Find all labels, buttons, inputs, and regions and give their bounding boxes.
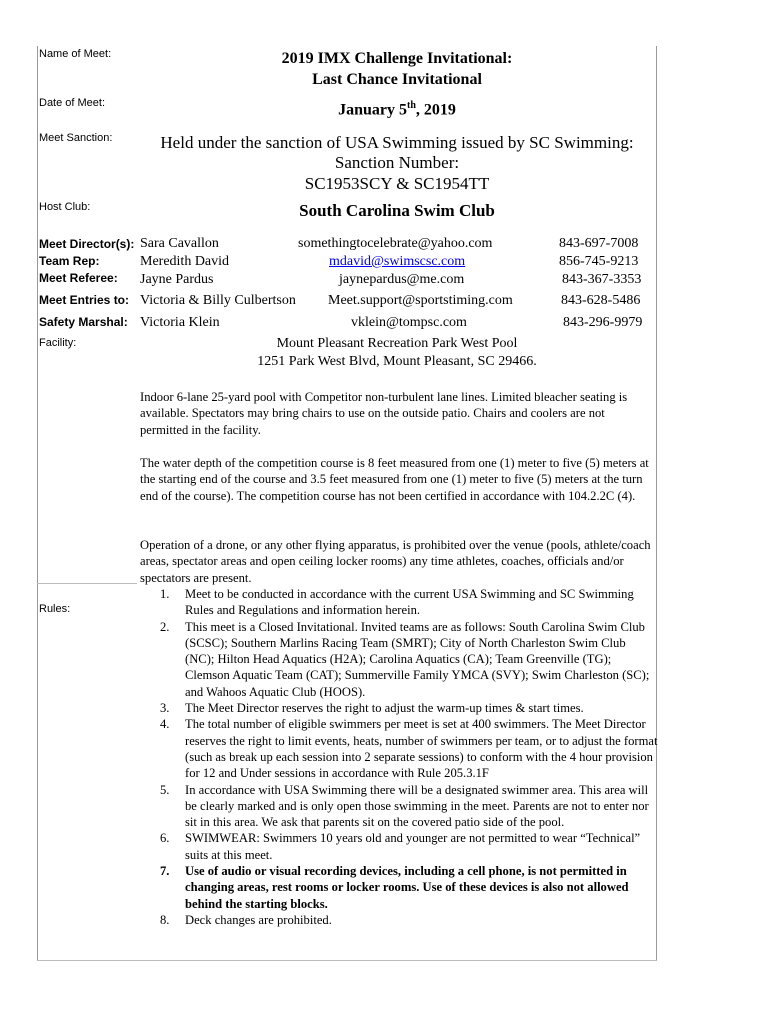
rule-text: SWIMWEAR: Swimmers 10 years old and younger are not permitted to wear “Technical” suits at this meet. — [185, 831, 641, 862]
contact-name-safety: Victoria Klein — [140, 315, 220, 330]
safety-marshal-label: Safety Marshal: — [39, 315, 128, 329]
date-of-meet-label: Date of Meet: — [39, 97, 106, 109]
sanction-line1: Held under the sanction of USA Swimming issued by SC Swimming: — [160, 133, 634, 152]
facility-paragraph-pool: Indoor 6-lane 25-yard pool with Competitor non-turbulent lane lines. Limited bleacher seating is available. Spectators may bring chairs to use on the outside patio. Chairs and coolers are not permitted in the facility. — [140, 390, 628, 437]
rule-number: 6. — [160, 831, 170, 846]
facility-address: 1251 Park West Blvd, Mount Pleasant, SC 29466. — [257, 354, 537, 369]
rule-text: Use of audio or visual recording devices, including a cell phone, is not permitted in changing areas, rest rooms or locker rooms. Use of these devices is also not allowed behind the starting blocks. — [185, 864, 629, 911]
rule-item — [140, 716, 658, 781]
rule-item — [140, 700, 658, 716]
facility-paragraph-depth: The water depth of the competition course is 8 feet measured from one (1) meter to five (5) meters at the starting end of the course and 3.5 feet measured from one (1) meter to five (5) meters at the turn end of the course). The competition course has not been certified in accordance with 104.2.2C (4). — [140, 456, 649, 503]
contact-email-safety[interactable]: vklein@tompsc.com — [351, 315, 467, 330]
meet-title-line2: Last Chance Invitational — [312, 71, 482, 88]
host-club-label: Host Club: — [39, 201, 91, 213]
meet-title-line1: 2019 IMX Challenge Invitational: — [281, 50, 513, 67]
contact-email-entries[interactable]: Meet.support@sportstiming.com — [328, 293, 513, 308]
name-of-meet-label: Name of Meet: — [39, 48, 112, 60]
rule-item — [140, 830, 658, 863]
rule-text: In accordance with USA Swimming there will be a designated swimmer area. This area will be clearly marked and is only open those swimming in the meet. Parents are not to enter nor sit in this area. We ask that parents sit on the covered patio side of the pool. — [185, 782, 649, 830]
team-rep-label: Team Rep: — [39, 254, 100, 268]
meet-directors-label: Meet Director(s): — [39, 237, 135, 251]
bottom-border — [37, 960, 657, 961]
facility-label: Facility: — [39, 337, 77, 349]
sanction-number: SC1953SCY & SC1954TT — [304, 174, 490, 193]
meet-referee-label: Meet Referee: — [39, 271, 118, 285]
meet-date — [137, 96, 657, 120]
meet-date-suffix: , 2019 — [415, 101, 456, 119]
rule-number: 1. — [160, 587, 170, 601]
rule-text: The Meet Director reserves the right to adjust the warm-up times & start times. — [185, 701, 584, 716]
facility-paragraph-drone: Operation of a drone, or any other flying apparatus, is prohibited over the venue (pools, athlete/coach areas, spectator areas and open ceiling locker rooms) any time athletes, coaches, officials and/or spectators are present. — [140, 538, 651, 585]
rule-text: This meet is a Closed Invitational. Invited teams are as follows: South Carolina Swim Club (SCSC); Southern Marlins Racing Team (SMRT); City of North Charleston Swim Club (NC); Hilton Head Aquatics (H2A); Carolina Aquatics (CA); Team Greenville (TG); Clemson Aquatic Team (CAT); Summerville Family YMCA (SVY); Swim Charleston (SC); and Wahoos Aquatic Club (HOOS). — [185, 619, 650, 699]
rules-list — [140, 586, 658, 928]
rule-item — [140, 863, 658, 912]
rule-number: 3. — [160, 701, 170, 716]
contact-email-referee[interactable]: jaynepardus@me.com — [339, 272, 465, 287]
contact-phone-team-rep: 856-745-9213 — [559, 254, 639, 269]
meet-date-sup: th — [407, 100, 416, 111]
rule-number: 7. — [160, 864, 170, 879]
rules-label: Rules: — [39, 603, 71, 615]
contact-phone-safety: 843-296-9979 — [563, 315, 643, 330]
rule-number: 2. — [160, 619, 170, 634]
rule-item — [140, 586, 658, 619]
sanction-line2: Sanction Number: — [334, 153, 460, 172]
rules-row-divider — [37, 583, 137, 584]
contact-name-team-rep: Meredith David — [140, 254, 230, 269]
host-club-name: South Carolina Swim Club — [299, 201, 495, 220]
rule-text: Meet to be conducted in accordance with the current USA Swimming and SC Swimming Rules and Regulations and information herein. — [185, 587, 634, 618]
contact-email-director[interactable]: somethingtocelebrate@yahoo.com — [298, 236, 493, 251]
contact-name-director: Sara Cavallon — [140, 236, 219, 251]
rule-item — [140, 782, 658, 831]
rule-number: 8. — [160, 912, 170, 927]
contact-name-entries: Victoria & Billy Culbertson — [140, 293, 296, 308]
rule-text: Deck changes are prohibited. — [185, 912, 332, 927]
rule-number: 4. — [160, 717, 170, 732]
contact-name-referee: Jayne Pardus — [140, 272, 214, 287]
rule-item — [140, 912, 658, 928]
contact-phone-director: 843-697-7008 — [559, 236, 639, 251]
contact-email-team-rep[interactable]: mdavid@swimscsc.com — [329, 254, 466, 269]
rule-number: 5. — [160, 782, 170, 797]
meet-date-prefix: January 5 — [338, 101, 407, 119]
contact-phone-entries: 843-628-5486 — [561, 293, 641, 308]
rule-item — [140, 619, 658, 700]
rule-text: The total number of eligible swimmers per meet is set at 400 swimmers. The Meet Director reserves the right to limit events, heats, number of swimmers per team, or to adjust the format (such as break up each session into 2 separate sessions) to conform with the 4 hour provision for 12 and Under sessions in accordance with Rule 205.3.1F — [185, 717, 658, 781]
facility-name: Mount Pleasant Recreation Park West Pool — [276, 336, 518, 351]
contact-phone-referee: 843-367-3353 — [562, 272, 642, 287]
left-border — [37, 46, 38, 961]
meet-entries-label: Meet Entries to: — [39, 293, 130, 307]
meet-sanction-label: Meet Sanction: — [39, 132, 113, 144]
